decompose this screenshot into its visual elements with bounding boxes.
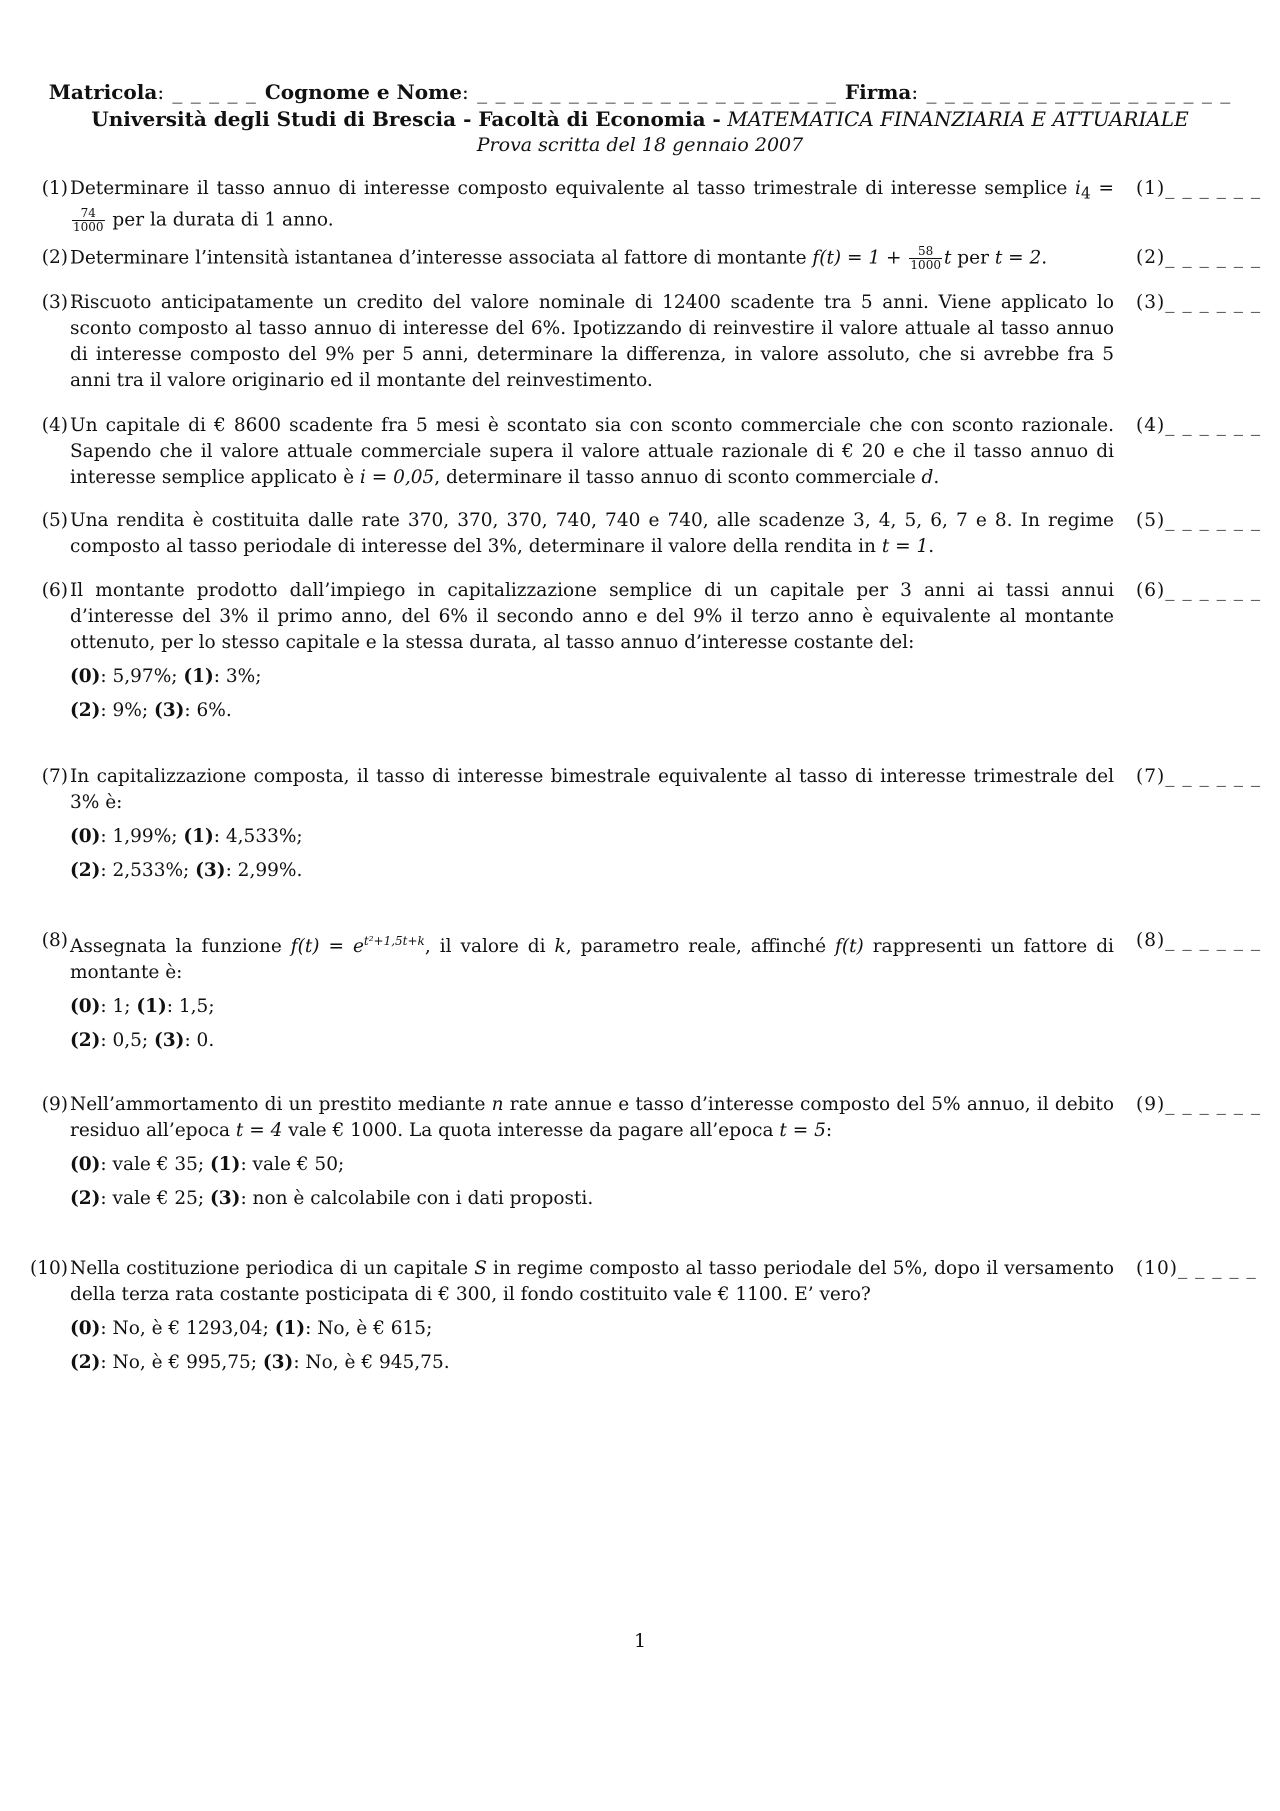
nome-label: Cognome e Nome [264,80,463,104]
question-text: In capitalizzazione composta, il tasso di interesse bimestrale equivalente al tasso di interesse trimestrale del 3% è: (0): 1,99%; (1): 4,533%; (2): 2,533%; (3): 2,99%. [70,764,1114,884]
question-text: Riscuoto anticipatamente un credito del valore nominale di 12400 scadente tra 5 anni. Viene applicato lo sconto composto al tasso annuo di interesse del 6%. Ipotizzando di reinvestire il valore attuale al tasso annuo di interesse composto del 9% per 5 anni, determinare la differenza, in valore assoluto, che si avrebbe fra 5 anni tra il valore originario ed il montante del reinvestimento. [70,292,1114,391]
options-row: (0): vale € 35; (1): vale € 50; [70,1154,345,1175]
options-row: (2): No, è € 995,75; (3): No, è € 945,75. [70,1352,450,1373]
question-text: Assegnata la funzione $f(t) = e^{t^2+1,5t+k}$, il valore di k, parametro reale, affinché f(t) rappresenti un fattore di montante è: (0): 1; (1): 1,5; (2): 0,5; (3): 0. [70,928,1114,1054]
page-number: 1 [633,1630,647,1652]
question-text: Il montante prodotto dall’impiego in capitalizzazione semplice di un capitale per 3 anni ai tassi annui d’interesse del 3% il primo anno, del 6% il secondo anno e del 9% il terzo anno è equivalente al montante ottenuto, per lo stesso capitale e la stessa durata, al tasso annuo d’interesse costante del: (0): 5,97%; (1): 3%; (2): 9%; (3): 6%. [70,578,1114,724]
exam-date: Prova scritta del 18 gennaio 2007 [476,134,804,156]
answer-blank: (5)_ _ _ _ _ _ [1136,510,1262,531]
question-number: (1) [41,178,68,199]
question-text: Determinare l’intensità istantanea d’interesse associata al fattore di montante f(t) = 1 + $\frac{58}{1000}$ t per t = 2. [70,244,1048,272]
options-row: (0): No, è € 1293,04; (1): No, è € 615; [70,1318,433,1339]
question-number: (7) [41,766,68,787]
fraction: $\frac{58}{1000}$ [910,244,941,272]
question-number: (3) [41,292,68,313]
options-row: (2): vale € 25; (3): non è calcolabile con i dati proposti. [70,1188,594,1209]
question-text: Determinare il tasso annuo di interesse composto equivalente al tasso trimestrale di interesse semplice $i_4$ = $\frac{74}{1000}$ per la durata di 1 anno. [70,178,1114,234]
answer-blank: (6)_ _ _ _ _ _ [1136,580,1262,601]
matricola-blank: : _ _ _ _ _ [157,80,257,104]
options-row: (2): 0,5; (3): 0. [70,1030,215,1052]
answer-blank: (3)_ _ _ _ _ _ [1136,292,1262,313]
question-number: (8) [41,930,68,951]
answer-blank: (2)_ _ _ _ _ _ [1136,247,1262,268]
question-number: (2) [41,247,68,268]
question-text: Una rendita è costituita dalle rate 370, 370, 370, 740, 740 e 740, alle scadenze 3, 4, 5, 6, 7 e 8. In regime composto al tasso periodale di interesse del 3%, determinare il valore della rendita in t = 1. [70,510,1114,557]
course-name: MATEMATICA FINANZIARIA E ATTUARIALE [727,107,1189,131]
question-number: (5) [41,510,68,531]
options-row: (0): 1; (1): 1,5; [70,996,215,1018]
question-number: (4) [41,415,68,436]
answer-blank: (7)_ _ _ _ _ _ [1136,766,1262,787]
fraction: $\frac{74}{1000}$ [73,205,104,234]
options-row: (0): 1,99%; (1): 4,533%; [70,826,303,847]
question-number: (9) [41,1094,68,1115]
answer-blank: (4)_ _ _ _ _ _ [1136,415,1262,436]
university-name: Università degli Studi di Brescia - Facoltà di Economia - [91,107,721,131]
options-row: (2): 2,533%; (3): 2,99%. [70,860,303,881]
question-number: (10) [30,1258,68,1279]
question-text: Nell’ammortamento di un prestito mediante n rate annue e tasso d’interesse composto del 5% annuo, il debito residuo all’epoca t = 4 vale € 1000. La quota interesse da pagare all’epoca t = 5: (0): vale € 35; (1): vale € 50; (2): vale € 25; (3): non è calcolabile con i dati proposti. [70,1092,1114,1212]
question-number: (6) [41,580,68,601]
answer-blank: (9)_ _ _ _ _ _ [1136,1094,1262,1115]
answer-blank: (8)_ _ _ _ _ _ [1136,930,1262,951]
answer-blank: (10)_ _ _ _ _ [1136,1258,1257,1279]
answer-blank: (1)_ _ _ _ _ _ [1136,178,1262,199]
options-row: (0): 5,97%; (1): 3%; [70,666,262,687]
nome-blank: : _ _ _ _ _ _ _ _ _ _ _ _ _ _ _ _ _ _ _ _ [462,80,837,104]
firma-label: Firma [844,80,912,104]
question-text: Nella costituzione periodica di un capitale S in regime composto al tasso periodale del 5%, dopo il versamento della terza rata costante posticipata di € 300, il fondo costituito vale € 1100. E’ vero? (0): No, è € 1293,04; (1): No, è € 615; (2): No, è € 995,75; (3): No, è € 945,75. [70,1256,1114,1376]
university-line [0,107,1280,131]
options-row: (2): 9%; (3): 6%. [70,700,232,721]
student-info-line [0,80,1280,104]
question-text: Un capitale di € 8600 scadente fra 5 mesi è scontato sia con sconto commerciale che con sconto razionale. Sapendo che il valore attuale commerciale supera il valore attuale razionale di € 20 e che il tasso annuo di interesse semplice applicato è i = 0,05, determinare il tasso annuo di sconto commerciale d. [70,415,1114,488]
firma-blank: : _ _ _ _ _ _ _ _ _ _ _ _ _ _ _ _ _ [911,80,1232,104]
matricola-label: Matricola [48,80,158,104]
